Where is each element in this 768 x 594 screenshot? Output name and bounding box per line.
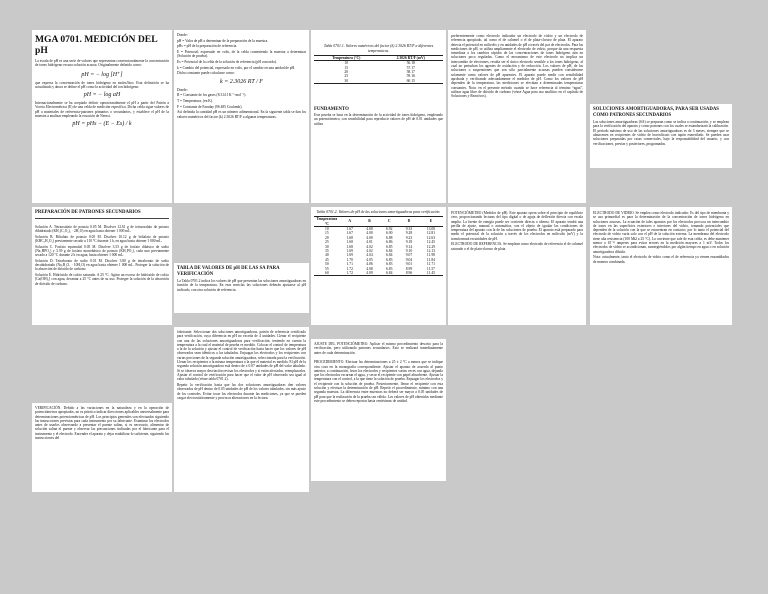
table-cell: 40	[325, 253, 329, 258]
glass-electrode-paragraph: ELECTRODO DE VIDRIO. Se emplea como electrodo indicador. Es del tipo de membrana y se usa primordial es para la determinación de la concentración de iones hidrógeno en soluciones acuosas. La ecuación de tales aparatos por los electrodos provoca un intercambio de iones en las superficies exteriores e interiores del vidrio, tomando potenciales que dependen de la solución con la que se encuentran en contacto; por lo tanto el potencial del electrodo de vidrio varía solo con el pH de la solución externa. La membrana del electrodo tiene alta resistencia (100 MΩ a 25 °C). La corriente que sale de esta celda, es debe mantener menor a 10⁻¹² amperes para evitar errores en la medición mayores a 1 mV. Todos los electrodos de vidrio se acondicionan, sumergiéndolos por algún tiempo en agua o en solución amortiguadora diluida.	[593, 211, 729, 254]
section-electrodes-intro	[448, 30, 586, 203]
table-cell: 50	[325, 262, 329, 267]
equation-ph-activity: pH = − log aH	[83, 92, 121, 99]
table-cell: 1.68	[346, 235, 353, 240]
section-definitions	[174, 30, 309, 203]
definitions-label-2: Donde:	[177, 87, 188, 92]
table-cell: 11.57	[426, 266, 436, 271]
table-cell: 9.07	[405, 253, 413, 258]
solution-e: Solución E. Hidróxido de calcio saturada. A 25 °C. Agitar un exceso de hidróxido de calcio [Ca(OH)₂] con agua, decantar a 25 °C antes de su uso. Proteger la solución de la absorción de dióxido de carbono.	[35, 273, 169, 286]
table-cell: 6.90	[385, 231, 393, 236]
solution-b: Solución B. Biftalato de potasio 0.05 M. Disolver 10.12 g de biftalato de potasio (KHC₈H₄O₄) previamente secado a 110 °C durante 1 h, en agua hasta obtener 1 000 mL.	[35, 234, 169, 243]
section-table-ph	[311, 207, 446, 325]
table-row	[314, 79, 443, 84]
reference-electrode-paragraph: ELECTRODO DE REFERENCIA. Se emplean como electrodo de referencia el de calomel saturado o el de plata-cloruro de plata.	[451, 242, 583, 251]
table-cell: 60.15	[406, 78, 415, 83]
table-cell: 35	[325, 248, 329, 253]
table-header: D	[399, 217, 419, 227]
table-cell: 9.01	[405, 262, 413, 267]
table-cell: 4.00	[366, 226, 373, 231]
solution-c: Solución C. Fosfato equimolal 0.05 M. Disolver 3.53 g de fosfato dibásico de sodio (Na₂HPO₄) y 3.39 g de fosfato monobásico de potasio (KH₂PO₄), cada uno previamente secado a 120 °C durante 2 h en agua, hasta obtener 1 000 mL.	[35, 244, 169, 258]
definition-e: E = Potencial, expresado en volts, de la celda conteniendo la muestra a determinar (Solución de prueba).	[177, 50, 306, 59]
section-verification-cont	[174, 327, 309, 492]
table-cell: 9.04	[405, 257, 413, 262]
table-cell: 25	[344, 74, 349, 79]
definition-phs: pHs = pH de la preparación de referencia.	[177, 44, 238, 49]
table-cell: 10	[344, 61, 349, 66]
table-cell: 4.08	[366, 266, 373, 271]
table-cell: 1.67	[346, 226, 353, 231]
table-cell: 13.00	[426, 226, 436, 231]
equation-nernst: pH = pHs − (E − Es) / k	[72, 121, 132, 128]
table-cell: 12.63	[426, 235, 436, 240]
section-verification	[32, 403, 172, 492]
table-cell: 9.18	[405, 240, 413, 245]
table-cell: 4.06	[366, 262, 373, 267]
table-k-header-temp: Temperatura (°C)	[314, 55, 378, 60]
definitions-note: Dicha constante puede calcularse como:	[177, 71, 235, 76]
table-cell: 1.68	[346, 240, 353, 245]
table-cell: 30	[325, 244, 329, 249]
table-header: C	[379, 217, 399, 227]
table-cell: 9.28	[405, 231, 413, 236]
table-cell: 1.69	[346, 248, 353, 253]
table-cell: 11.84	[426, 257, 436, 262]
table-cell: 56.18	[406, 61, 415, 66]
adjustment-paragraph: AJUSTE DEL POTENCIÓMETRO. Aplicar el mismo procedimiento descrito para la verificación, pero utilizando patrones secundarios. Esto se realizará inmediatamente antes de cada determinación.	[314, 342, 443, 355]
table-cell: 1.68	[346, 244, 353, 249]
definitions-paragraph: Así definida la cantidad pH es un número adimensional. En la siguiente tabla se dan los valores numéricos del factor (k) 2.3026 RT/F a algunas temperaturas.	[177, 110, 306, 119]
solution-d: Solución D. Tetraborato de sodio 0.01 M. Disolver 3.80 g de tetraborato de sodio decahidratado (Na₂B₄O₇ · 10H₂O) en agua hasta obtener 1 000 mL. Proteger la solución de la absorción de dióxido de carbono.	[35, 258, 169, 272]
fundamento-paragraph: Este prueba se basa en la determinación de la actividad de iones hidrógeno, empleando un potenciómetro, con sensibilidad para reproducir valores de pH de 0.01 unidades que utiliza	[314, 113, 443, 126]
table-cell: 4.09	[366, 270, 373, 275]
table-cell: 55	[325, 266, 329, 271]
table-cell: 6.88	[385, 235, 393, 240]
table-cell: 11.98	[426, 253, 436, 258]
table-cell: 30	[344, 78, 349, 83]
table-cell: 45	[325, 257, 329, 262]
table-cell: 6.84	[385, 253, 393, 258]
table-k-caption: Tabla 0701.1. Valores numéricos del factor (k) 2.3026 RT/F a diferentes temperaturas.	[323, 44, 434, 53]
table-cell: 6.92	[385, 226, 393, 231]
table-k-header-factor: 2.3026 RT/F (mV)	[378, 55, 443, 60]
table-cell: 59.16	[406, 74, 415, 79]
procedure-paragraph: PROCEDIMIENTO. Efectuar las determinaciones a 25 ± 2 °C a menos que se indique otra cosa en la monografía correspondiente. Ajustar el aparato de acuerdo al punto anterior, a continuación, lavar los electrodos y recipientes varias veces con agua, dejando que los electrodos escurran el agua, y secar el recipiente con papel absorbente. Ajustar la temperatura con el control, a la que tiene la solución de prueba. Enjuagar los electrodos y el recipiente con la solución de prueba. Posteriormente, llenar el recipiente con esta solución y efectuar la determinación de pH. Repetir el procedimiento, mínimo con una segunda muestra. La diferencia entre muestras no deberá ser mayor a 0.05 unidades de pH para que la realización de la prueba sea válida. Los valores de pH obtenidos mediante este procedimiento se deben reportar hasta centésimas de unidad.	[314, 360, 443, 403]
definition-k: k = Cambio del potencial, expresado en volts, por el cambio en una unidad de pH.	[177, 65, 295, 70]
table-k	[314, 55, 443, 84]
table-cell: 9.23	[405, 235, 413, 240]
table-header: A	[340, 217, 360, 227]
definitions-label: Donde:	[177, 33, 188, 37]
table-cell: 6.85	[385, 244, 393, 249]
verification-paragraph: VERIFICACIÓN. Debido a las variaciones en la naturaleza y en la operación de potenciómetros apropiados, no es práctico indicar direcciones aplicables universalmente para determinaciones potenciométricas de pH. Los principios generales son efectuados siguiendo las instrucciones previstas para cada instrumento por su fabricante. Examinar los electrodos antes de usarlos observando a presentar el puente salino, si es necesario, alimentar de solución salina el puente y observar las precauciones indicadas por el fabricante para el instrumento y el electrodo. Encender el aparato y dejar estabilizar lo suficiente, siguiendo las instrucciones del	[35, 406, 169, 441]
preparation-heading: PREPARACIÓN DE PATRONES SECUNDARIOS	[35, 210, 169, 219]
table-ph	[314, 216, 443, 276]
table-cell: 6.83	[385, 262, 393, 267]
table-cell: 20	[325, 235, 329, 240]
table-cell: 4.00	[366, 231, 373, 236]
section-table-k	[311, 30, 446, 203]
table-cell: 1.72	[346, 270, 353, 275]
table-cell: 10	[325, 226, 329, 231]
section-potentiometer	[448, 207, 586, 325]
section-buffers	[590, 104, 732, 168]
table-cell: 9.10	[405, 248, 413, 253]
equation-ph-concentration: pH = − log [H⁺]	[81, 71, 123, 78]
section-intro	[32, 30, 172, 203]
table-cell: 9.14	[405, 244, 413, 249]
table-cell: 4.02	[366, 248, 373, 253]
section-glass-electrode	[590, 207, 732, 325]
glass-electrode-note: Nota: actualmente, tanto el electrodo de vidrio como el de referencia ya vienen ensamblados de manera combinada.	[593, 255, 729, 264]
table-cell: 1.67	[346, 231, 353, 236]
table-cell: 9.33	[405, 226, 413, 231]
table-cell: 6.83	[385, 266, 393, 271]
table-cell: 4.01	[366, 240, 373, 245]
definition-f: F = Constante de Faraday (96 485 Coulomb).	[177, 104, 243, 109]
table-cell: 1.72	[346, 266, 353, 271]
buffers-paragraph: Las soluciones amortiguadoras (SA) se preparan como se indica a continuación, y se emplean para la verificación del aparato y como patrones con los cuales se estandarizará la calibración. El período máximo de uso de las soluciones amortiguadoras es de 3 meses, siempre que se almacenen en recipientes de vidrio de borosilicato con tapón esmerilado. Se pueden usar soluciones preparadas por casas comerciales, bajo la responsabilidad del usuario, y con verificaciones, previas y posteriores, programadas.	[593, 120, 729, 146]
buffers-heading: SOLUCIONES AMORTIGUADORAS, PARA SER USADAS COMO PATRONES SECUNDARIOS	[593, 107, 719, 118]
definition-t: T = Temperatura, (en K).	[177, 99, 213, 104]
table-cell: 57.17	[406, 65, 415, 70]
table-header: B	[360, 217, 380, 227]
table-cell: 6.84	[385, 270, 393, 275]
table-cell: 1.69	[346, 253, 353, 258]
definition-ph: pH = Valor de pH a determinar de la preparación de la muestra.	[177, 38, 269, 43]
intro-paragraph-3: Internacionalmente se ha aceptado definir operacionalmente el pH a partir del Patrón a Voceta Electrométrica (E) de una celda de medición específica. Dicha celda sigue valores de pH a materiales de referencia-patrones primarios o secundarios, y establece el pH de la muestra a analizar empleando la ecuación de Nernst.	[35, 101, 169, 119]
table-cell: 1.70	[346, 257, 353, 262]
table-cell: 58.17	[406, 69, 415, 74]
table-cell: 4.04	[366, 253, 373, 258]
fundamento-heading: FUNDAMENTO	[314, 107, 349, 113]
table-cell: 6.84	[385, 248, 393, 253]
table-cell: 6.83	[385, 257, 393, 262]
table-cell: 1.71	[346, 262, 353, 267]
table-cell: 15	[325, 231, 329, 236]
table-cell: 8.99	[405, 266, 413, 271]
table-cell: 12.81	[426, 231, 436, 236]
table-cell: 60	[325, 270, 329, 275]
table-cell: 12.45	[426, 240, 436, 245]
table-cell: 12.13	[426, 248, 436, 253]
potentiometer-paragraph: POTENCIÓMETRO (Medidor de pH). Este aparato opera sobre el principio de equilibrio cero, proporcionando lecturas del tipo digital o de aguja de deflexión directa con escala amplia. La fuente de energía puede ser corriente directa o alterna. El aparato tendrá una perilla de ajuste, manual o automática, con el objeto de igualar las condiciones de temperatura del aparato con la de las soluciones de prueba. El aparato está preparado para medir el potencial de la solución a través de los electrodos en milivolts (mV) y la transformará en unidades de pH.	[451, 211, 583, 241]
table-cell: 6.86	[385, 240, 393, 245]
intro-paragraph: La escala de pH es una serie de valores que representan convencionalmente la concentración de iones hidrógeno en una solución acuosa. Originalmente definido como:	[35, 59, 169, 68]
verification-repeat: Repetir la verificación hasta que las dos soluciones amortiguadoras den valores observados de pH dentro de 0.05 unidades de pH de los valores tabulados, sin más ajuste de los controles. Evitar tocar los electrodos durante las mediciones, ya que se pueden cargar electrostáticamente y provocar alteraciones en la lectura.	[177, 382, 306, 400]
section-preparation	[32, 207, 172, 325]
ph-table-paragraph: La Tabla 0701.2 indica los valores de pH que presentan las soluciones amortiguadoras en función de la temperatura. En esas mezclas las soluciones deberán ajustarse al pH indicado, con otra solución de referencia.	[177, 279, 306, 292]
page-title: MGA 0701. MEDICIÓN DEL pH	[35, 34, 158, 56]
verification-continued: fabricante. Seleccionar dos soluciones amortiguadoras, patrón de referencia certificado para verificación, cuya diferencia en pH no exceda de 4 unidades. Llenar el recipiente con una de las soluciones amortiguadoras para verificación, teniendo en cuenta la temperatura a la cual el material de prueba es medido. Colocar el control de temperatura a la de la solución y ajustar el control de verificación hasta hacer que los valores de pH observados sean idénticos a los tabulados. Enjuagar los electrodos y los recipientes con varias porciones de la segunda solución amortiguadora, seleccionada para la verificación. Llenar los recipientes a la misma temperatura a la que el material es medido. El pH de la segunda solución amortiguadora está dentro de ± 0.07 unidades de pH del valor tabulado. Si se observa mayor desviación revisar los electrodos y si están afectados, reemplazarlos. Ajustar el control de verificación para hacer que el valor de pH observado sea igual al valor tabulado (véase tabla 0701.2).	[177, 330, 306, 382]
table-cell: 8.96	[405, 270, 413, 275]
intro-paragraph-2: que expresa la concentración de iones hidrógeno en moles/litro. Esta definición se ha actualizado y ahora se define el pH como la actividad del ion hidrógeno:	[35, 80, 169, 89]
table-header: Temperatura °C	[314, 217, 340, 227]
table-row	[314, 271, 443, 276]
equation-k: k = 2.3026 RT / F	[220, 78, 263, 85]
table-cell: 11.45	[426, 270, 436, 275]
section-ph-table-intro	[174, 263, 309, 313]
table-cell: 25	[325, 240, 329, 245]
electrodes-paragraph: preferentemente como electrodo indicador un electrodo de vidrio y un electrodo de referencia apropiado, tal como el de calomel o el de plata-cloruro de plata. El aparato detecta el potencial en milivolts y en unidades de pH a través del par de electrodos. Para las mediciones de pH, se utiliza ampliamente el electrodo de vidrio, porque da una respuesta inmediata a los cambios rápidos de las concentraciones de iones hidrógeno aún en soluciones poco reguladas. Como el mecanismo de este electrodo no implica un intercambio de electrones, resulta ser el único electrodo sensible a los iones hidrógeno, al cual no perturban los agentes de oxidación y de reducción. Los valores de pH, de las soluciones o suspensiones que son sólo parcialmente acuosas pueden considerarse solamente como valores de pH aparentes. El aparato puede medir con sensibilidad aprobada y verificando adecuadamente el medidor de pH. Como los valores de pH dependen de la temperatura, las mediciones se efectúan a determinadas temperaturas constantes. Nota: en el presente método cuando se hace referencia al término “agua”, utilizar agua libre de dióxido de carbono (véase Agua para uso analítico en el capítulo de Soluciones y Reactivos).	[451, 34, 583, 99]
definition-r: R = Constante de los gases (8.314 J K⁻¹ mol⁻¹).	[177, 93, 247, 98]
table-cell: 4.00	[366, 235, 373, 240]
table-header: E	[419, 217, 443, 227]
table-cell: 20	[344, 69, 349, 74]
table-cell: 4.05	[366, 257, 373, 262]
table-ph-caption: Tabla 0701.2. Valores de pH de las soluciones amortiguadoras para verificación.	[316, 210, 441, 214]
definition-es: Es = Potencial de la celda de la solución de referencia (pH conocido).	[177, 60, 278, 65]
ph-table-heading: TABLA DE VALORES DE pH DE LAS SA PARA VERIFICACIÓN	[177, 266, 280, 277]
table-cell: 15	[344, 65, 349, 70]
section-procedure	[311, 339, 446, 481]
table-cell: 11.71	[426, 262, 436, 267]
table-cell: 12.29	[426, 244, 436, 249]
solution-a: Solución A. Tetraoxalato de potasio 0.05 M. Disolver 12.61 g de tetraoxalato de potasio dihidratado (KH₃(C₂O₄)₂ · 2H₂O) en agua hasta obtener 1 000 mL.	[35, 224, 169, 233]
table-cell: 4.02	[366, 244, 373, 249]
